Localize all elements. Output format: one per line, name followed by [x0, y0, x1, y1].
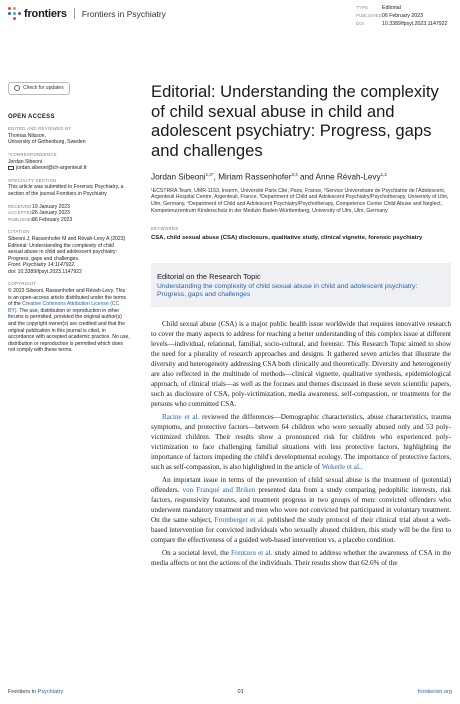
correspondence-email[interactable]: jordan.sibeoni@ch-argenteuil.fr: [16, 165, 87, 172]
citation-link[interactable]: Fromberger et al.: [214, 516, 265, 525]
author-name[interactable]: Miriam Rassenhofer: [218, 172, 292, 182]
logo-divider: [74, 8, 75, 19]
body-paragraph: Child sexual abuse (CSA) is a major public health issue worldwide that requires innovative research to cover the many aspects to address for reaching a better understanding of this complex issue at different levels—individual, relational, familial, socio-cultural, and forensic. This Research Topic aimed to show the need for a plurality of research approaches and designs. It gathered seven articles that illustrate the diversity and heterogeneity addressing CSA both clinically and theoretically. Diversity and heterogeneity are also reflected in the multitude of methods—clinical vignette, qualitative synthesis, epidemiological approach, of clinical trials—as well as the focuses and themes discussed in these seven scientific papers, such as disclosure of CSA, poly-victimization, media awareness, self-compassion, or treatments for the persons who committed CSA.: [151, 320, 451, 409]
body-paragraph: Racine et al. reviewed the differences—Demographic characteristics, abuse characteristics, trauma symptoms, and protective factors—between 64 children who were sexually abused only and 53 poly-victimized children. Their results show a pronounced risk for children who experienced poly-victimization to face challenging familial situations with less protective factors, highlighting the importance of factors impeding the child's developmental ecology. The importance of protective factors, such as self-compassion, is also highlighted in the article of Wekerle et al..: [151, 413, 451, 472]
footer-journal[interactable]: Frontiers in Psychiatry: [8, 689, 64, 695]
body-paragraph: An important issue in terms of the prevention of child sexual abuse is the treatment of (potential) offenders. von Franqué and Briken presented data from a study comparing pedophilic interests, risk factors, responsivity features, and treatment progress in two groups of men: convicted offenders who underwent mandatory treatment and men who were not convicted but participated in voluntary treatment. On the same subject, Fromberger et al. published the study protocol of their clinical trial about a web-based intervention for convicted individuals who sexually abused children, this study will be the first to compare the effectiveness of a guided web-based intervention vs. a placebo condition.: [151, 476, 452, 545]
keywords-label: KEYWORDS: [151, 226, 179, 232]
article-main: [151, 82, 451, 571]
research-topic-box: [151, 263, 451, 307]
body-paragraph: On a societal level, the Frentzen et al. study aimed to address whether the awareness of CSA in the media affects or not the actions of the individuals. Their results show that 62.6% of the: [151, 549, 452, 568]
brand-name: frontiers: [24, 7, 67, 20]
check-for-updates-button[interactable]: Check for updates: [8, 82, 70, 95]
article-meta: [356, 4, 447, 28]
date-published: PUBLISHED 06 February 2023: [8, 216, 73, 223]
citation-link[interactable]: von Franqué and Briken: [182, 486, 256, 495]
date-list: [8, 204, 130, 224]
author-name[interactable]: Jordan Sibeoni: [151, 172, 206, 182]
copyright-label: COPYRIGHT: [8, 281, 37, 287]
journal-name: Frontiers in Psychiatry: [81, 8, 166, 19]
citation-link[interactable]: Frentzen et al.: [231, 549, 273, 558]
research-topic-heading: Editorial on the Research Topic: [157, 271, 261, 281]
citation-link[interactable]: Racine et al.: [162, 413, 200, 422]
correspondence-name: Jordan Sibeoni: [8, 158, 42, 165]
copyright-text: © 2023 Sibeoni, Rassenhofer and Révah-Levy. This is an open-access article distributed under the terms of the Creative Commons Attribution License (CC BY). The use, distribution or reproduction in other forums is permitted, provided the original author(s) and the copyright owner(s) are credited and that the original publication in this journal is cited, in accordance with accepted academic practice. No use, distribution or reproduction is permitted which does not comply with these terms.: [8, 288, 130, 354]
meta-published: PUBLISHED06 February 2023: [356, 13, 423, 19]
meta-doi[interactable]: DOI 10.3389/fpsyt.2023.1147922: [356, 21, 448, 27]
editor-name: Thomas Nilsson,: [8, 132, 46, 139]
edited-label: EDITED AND REVIEWED BY: [8, 126, 72, 132]
author-list: Jordan Sibeoni$^{1,2*}$, Miriam Rassenhofer$^{3,4}$ and Anne Révah-Levy$^{1,2}$: [151, 172, 387, 182]
article-sidebar: [8, 82, 130, 354]
citation-journal: Front. Psychiatry 14:1147922.: [8, 262, 76, 269]
mail-icon: [8, 166, 14, 170]
citation-link[interactable]: Wekerle et al.: [321, 463, 361, 472]
date-received: RECEIVED 19 January 2023: [8, 203, 70, 210]
page-header: [0, 0, 460, 30]
citation-doi: doi: 10.3389/fpsyt.2023.1147922: [8, 268, 82, 275]
frontiers-logo-icon: [8, 7, 21, 20]
correspondence-email-row[interactable]: [8, 165, 130, 172]
date-accepted: ACCEPTED 26 January 2023: [8, 210, 70, 217]
meta-type: TYPE Editorial: [356, 5, 401, 11]
correspondence-label: *CORRESPONDENCE: [8, 151, 57, 157]
research-topic-link[interactable]: Understanding the complexity of child sexual abuse in child and adolescent psychiatry: Progress, gaps and challenges: [157, 282, 418, 298]
footer-site-link[interactable]: frontiersin.org: [417, 689, 452, 695]
citation-label: CITATION: [8, 229, 30, 235]
article-title: Editorial: Understanding the complexity of child sexual abuse in child and adolescent psychiatry: Progress, gaps and challenges: [151, 82, 439, 160]
affiliations: ¹ECSTRRA Team, UMR-1153, Inserm, Université Paris Cité, Paris, France, ²Service Universitaire de Psychiatrie de l'Adolescent, Argenteuil Hospital Centre, Argenteuil, France, ³Department of Child and Adolescent Psychiatry/Psychotherapy, University of Ulm, Ulm, Germany, ⁴Department of Child and Adolescent Psychiatry/Psychotherapy, Competence Center Child Abuse and Neglect, Kompetenzzentrum Kinderschutz in der Medizin Baden-Württemberg, University of Ulm, Ulm, Germany: [151, 187, 449, 214]
cc-by-license-link[interactable]: Creative Commons Attribution License (CC BY).: [8, 301, 120, 314]
author-name[interactable]: Anne Révah-Levy: [315, 172, 381, 182]
refresh-icon: [14, 85, 20, 91]
specialty-text: This article was submitted to Forensic Psychiatry, a section of the journal Frontiers in Psychiatry: [8, 184, 124, 197]
frontiers-logo[interactable]: [8, 7, 166, 20]
editor-affiliation: University of Gothenburg, Sweden: [8, 139, 86, 146]
article-body: [151, 319, 451, 568]
page-number: 01: [237, 689, 244, 695]
page-footer: [8, 689, 452, 695]
keywords: CSA, child sexual abuse (CSA) disclosure, qualitative study, clinical vignette, forensic psychiatry: [151, 235, 423, 242]
specialty-label: SPECIALTY SECTION: [8, 177, 57, 183]
open-access-label: OPEN ACCESS: [8, 113, 55, 120]
citation-text: Sibeoni J, Rassenhofer M and Révah-Levy A (2023) Editorial: Understanding the complexity of child sexual abuse in child and adolescent psychiatry: Progress, gaps and challenges.: [8, 235, 126, 262]
